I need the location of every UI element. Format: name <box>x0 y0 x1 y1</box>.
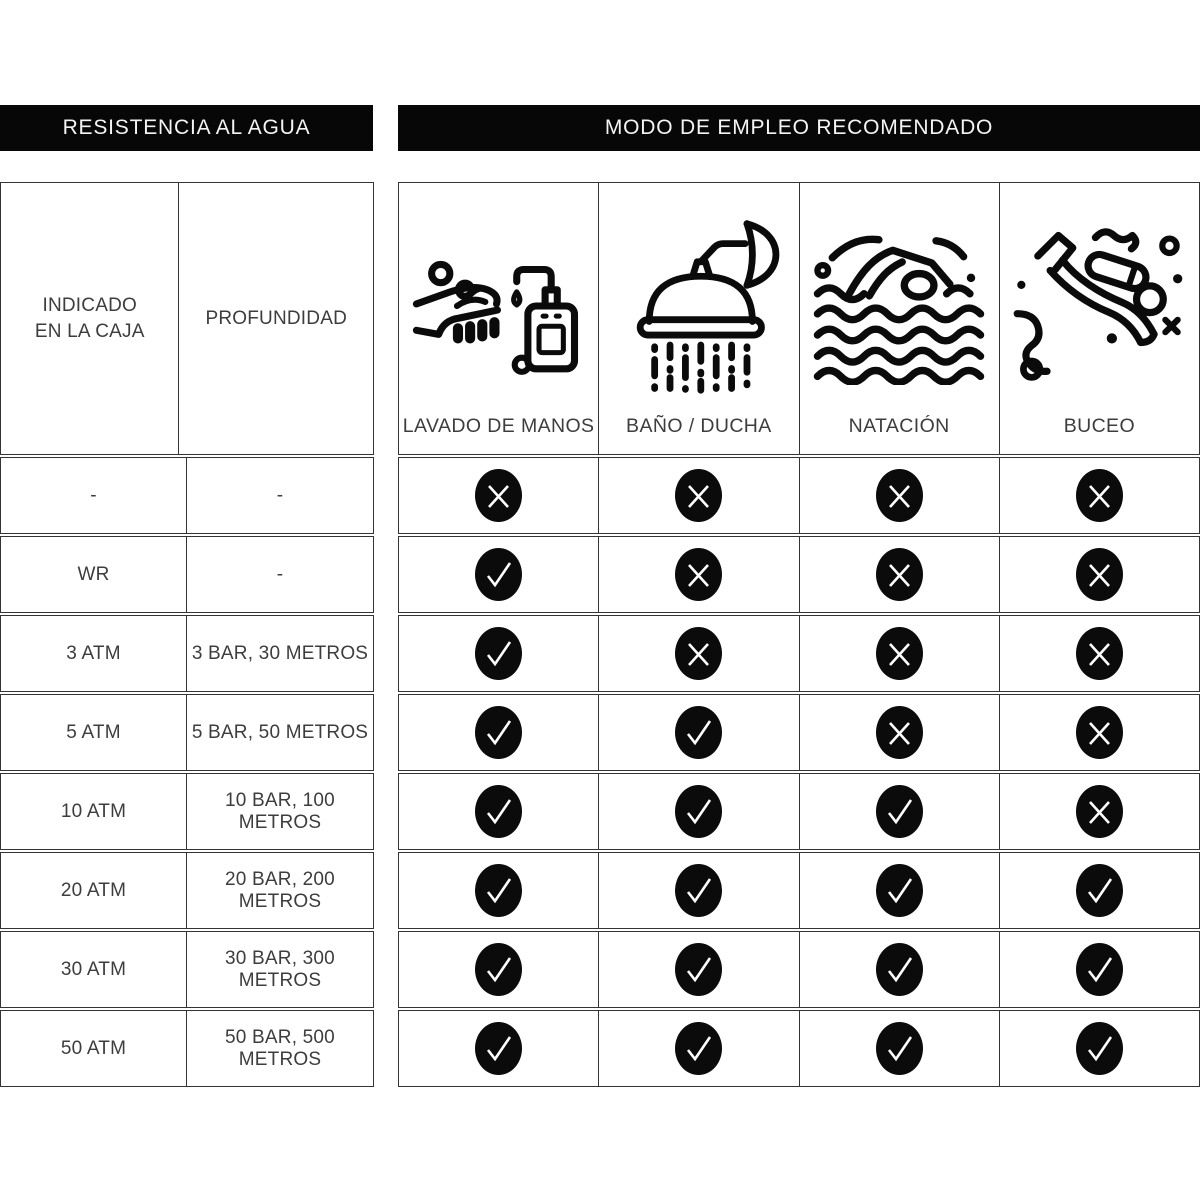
recommendation-cell <box>598 1011 798 1086</box>
cross-icon <box>1076 469 1123 522</box>
right-header-bar <box>398 105 1200 151</box>
cross-icon <box>876 706 923 759</box>
depth-cell: - <box>186 458 373 533</box>
table-row <box>0 615 374 692</box>
table-row <box>0 773 374 850</box>
recommendation-cell <box>598 458 798 533</box>
recommendation-cell <box>999 616 1199 691</box>
check-icon <box>475 548 522 601</box>
recommendation-cell <box>399 695 598 770</box>
right-header-title: MODO DE EMPLEO RECOMENDADO <box>604 116 994 139</box>
recommendation-cell <box>799 458 999 533</box>
cross-icon <box>1076 627 1123 680</box>
column-header-depth: PROFUNDIDAD <box>178 183 373 454</box>
cross-icon <box>1076 706 1123 759</box>
depth-cell: - <box>186 537 373 612</box>
table-row <box>398 615 1200 692</box>
recommendation-cell <box>598 616 798 691</box>
check-icon <box>675 864 722 917</box>
recommendation-cell <box>799 932 999 1007</box>
table-row <box>0 1010 374 1087</box>
column-label-hand-washing: LAVADO DE MANOS <box>402 415 595 437</box>
recommendation-cell <box>399 537 598 612</box>
swimming-icon <box>809 230 989 385</box>
table-row <box>0 931 374 1008</box>
recommendation-cell <box>399 932 598 1007</box>
left-header-title: RESISTENCIA AL AGUA <box>62 116 311 139</box>
check-icon <box>475 706 522 759</box>
hand-washing-icon <box>410 231 588 383</box>
case-marking-cell: - <box>90 484 97 506</box>
check-icon <box>876 943 923 996</box>
check-icon <box>475 943 522 996</box>
recommendation-cell <box>799 695 999 770</box>
check-icon <box>475 627 522 680</box>
check-icon <box>876 785 923 838</box>
water-resistance-table <box>0 182 374 1087</box>
recommendation-cell <box>799 853 999 928</box>
left-header-bar <box>0 105 373 151</box>
recommendation-cell <box>999 853 1199 928</box>
column-label-shower: BAÑO / DUCHA <box>626 415 772 437</box>
table-row <box>398 694 1200 771</box>
recommendation-cell <box>799 616 999 691</box>
case-marking-cell: 50 ATM <box>60 1037 127 1059</box>
table-row <box>0 852 374 929</box>
check-icon <box>475 1022 522 1075</box>
table-row <box>0 457 374 534</box>
case-marking-cell: 30 ATM <box>60 958 127 980</box>
recommendation-cell <box>598 932 798 1007</box>
depth-cell: 5 BAR, 50 METROS <box>186 695 373 770</box>
recommendation-cell <box>399 458 598 533</box>
check-icon <box>675 943 722 996</box>
check-icon <box>1076 864 1123 917</box>
table-row <box>398 457 1200 534</box>
recommendation-cell <box>598 774 798 849</box>
cross-icon <box>876 469 923 522</box>
cross-icon <box>876 627 923 680</box>
cross-icon <box>475 469 522 522</box>
cross-icon <box>675 627 722 680</box>
recommendation-cell <box>999 1011 1199 1086</box>
depth-cell: 50 BAR, 500 METROS <box>186 1011 373 1086</box>
cross-icon <box>675 469 722 522</box>
recommendation-cell <box>399 616 598 691</box>
column-label-diving: BUCEO <box>1063 415 1136 437</box>
table-row <box>398 931 1200 1008</box>
recommendation-cell <box>598 537 798 612</box>
check-icon <box>475 864 522 917</box>
case-marking-cell: WR <box>77 563 110 585</box>
recommendation-cell <box>999 695 1199 770</box>
recommendation-cell <box>598 853 798 928</box>
recommendation-cell <box>999 932 1199 1007</box>
check-icon <box>1076 1022 1123 1075</box>
table-row <box>398 852 1200 929</box>
column-header-case: INDICADO EN LA CAJA <box>34 294 145 342</box>
table-row <box>398 773 1200 850</box>
column-header-diving <box>999 183 1199 454</box>
recommendation-cell <box>598 695 798 770</box>
recommendation-cell <box>799 537 999 612</box>
depth-cell: 10 BAR, 100 METROS <box>186 774 373 849</box>
depth-cell: 3 BAR, 30 METROS <box>186 616 373 691</box>
case-marking-cell: 20 ATM <box>60 879 127 901</box>
recommendation-cell <box>999 458 1199 533</box>
check-icon <box>475 785 522 838</box>
scuba-diving-icon <box>1009 225 1189 390</box>
cross-icon <box>876 548 923 601</box>
right-table-header-row <box>398 182 1200 455</box>
check-icon <box>675 706 722 759</box>
left-table-header-row <box>0 182 374 455</box>
recommendation-cell <box>399 774 598 849</box>
case-marking-cell: 3 ATM <box>66 642 121 664</box>
shower-icon <box>613 216 785 398</box>
table-row <box>398 536 1200 613</box>
table-row <box>398 1010 1200 1087</box>
case-marking-cell: 5 ATM <box>66 721 121 743</box>
check-icon <box>876 864 923 917</box>
recommendation-cell <box>999 774 1199 849</box>
usage-recommendation-table <box>398 182 1200 1087</box>
check-icon <box>1076 943 1123 996</box>
column-header-shower <box>598 183 798 454</box>
cross-icon <box>675 548 722 601</box>
cross-icon <box>1076 548 1123 601</box>
check-icon <box>675 785 722 838</box>
table-row <box>0 536 374 613</box>
recommendation-cell <box>399 853 598 928</box>
table-row <box>0 694 374 771</box>
cross-icon <box>1076 785 1123 838</box>
recommendation-cell <box>799 774 999 849</box>
depth-cell: 20 BAR, 200 METROS <box>186 853 373 928</box>
column-header-hand-washing <box>399 183 598 454</box>
check-icon <box>675 1022 722 1075</box>
recommendation-cell <box>999 537 1199 612</box>
case-marking-cell: 10 ATM <box>60 800 127 822</box>
column-header-swimming <box>799 183 999 454</box>
recommendation-cell <box>799 1011 999 1086</box>
check-icon <box>876 1022 923 1075</box>
recommendation-cell <box>399 1011 598 1086</box>
column-label-swimming: NATACIÓN <box>848 415 950 437</box>
depth-cell: 30 BAR, 300 METROS <box>186 932 373 1007</box>
